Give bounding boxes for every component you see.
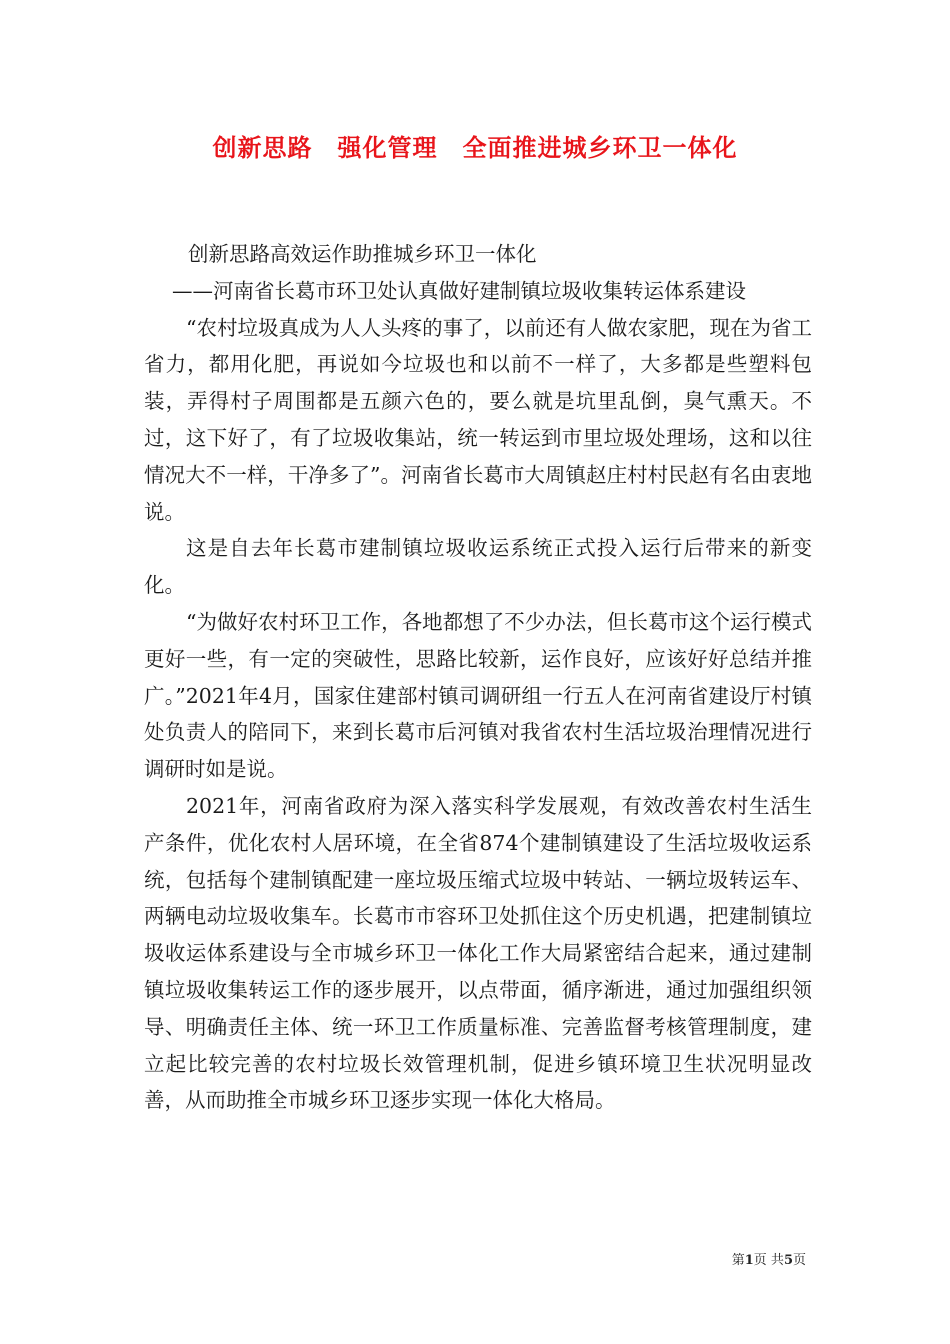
paragraph: “农村垃圾真成为人人头疼的事了，以前还有人做农家肥，现在为省工省力，都用化肥，再说如今垃圾也和以前不一样了，大多都是些塑料包装，弄得村子周围都是五颜六色的，要么就是坑里乱倒，臭气熏天。不过，这下好了，有了垃圾收集站，统一转运到市里垃圾处理场，这和以往情况大不一样，干净多了”。河南省长葛市大周镇赵庄村村民赵有名由衷地说。 (144, 315, 812, 524)
paragraph: “为做好农村环卫工作，各地都想了不少办法，但长葛市这个运行模式更好一些，有一定的突破性，思路比较新，运作良好，应该好好总结并推广。”2021年4月，国家住建部村镇司调研组一行五人在河南省建设厅村镇处负责人的陪同下，来到长葛市后河镇对我省农村生活垃圾治理情况进行调研时如是说。 (144, 609, 812, 782)
document-subtitle-secondary: ——河南省长葛市环卫处认真做好建制镇垃圾收集转运体系建设 (172, 278, 746, 303)
page-footer (732, 1249, 806, 1268)
page-number-total: 5 (783, 1253, 793, 1268)
document-title: 创新思路 强化管理 全面推进城乡环卫一体化 (212, 133, 738, 162)
page-number-prefix: 第 (731, 1253, 745, 1268)
paragraph: 这是自去年长葛市建制镇垃圾收运系统正式投入运行后带来的新变化。 (144, 536, 812, 598)
paragraph: 2021年，河南省政府为深入落实科学发展观，有效改善农村生活生产条件，优化农村人居环境，在全省874个建制镇建设了生活垃圾收运系统，包括每个建制镇配建一座垃圾压缩式垃圾中转站、一辆垃圾转运车、两辆电动垃圾收集车。长葛市市容环卫处抓住这个历史机遇，把建制镇垃圾收运体系建设与全市城乡环卫一体化工作大局紧密结合起来，通过建制镇垃圾收集转运工作的逐步展开，以点带面，循序渐进，通过加强组织领导、明确责任主体、统一环卫工作质量标准、完善监督考核管理制度，建立起比较完善的农村垃圾长效管理机制，促进乡镇环境卫生状况明显改善，从而助推全市城乡环卫逐步实现一体化大格局。 (144, 793, 812, 1113)
document-subtitle: 创新思路高效运作助推城乡环卫一体化 (188, 242, 537, 266)
page-number-current: 1 (744, 1253, 754, 1268)
page-number-suffix: 页 (792, 1253, 806, 1268)
page-number-middle: 页 共 (753, 1253, 784, 1268)
document-body (144, 236, 812, 1119)
